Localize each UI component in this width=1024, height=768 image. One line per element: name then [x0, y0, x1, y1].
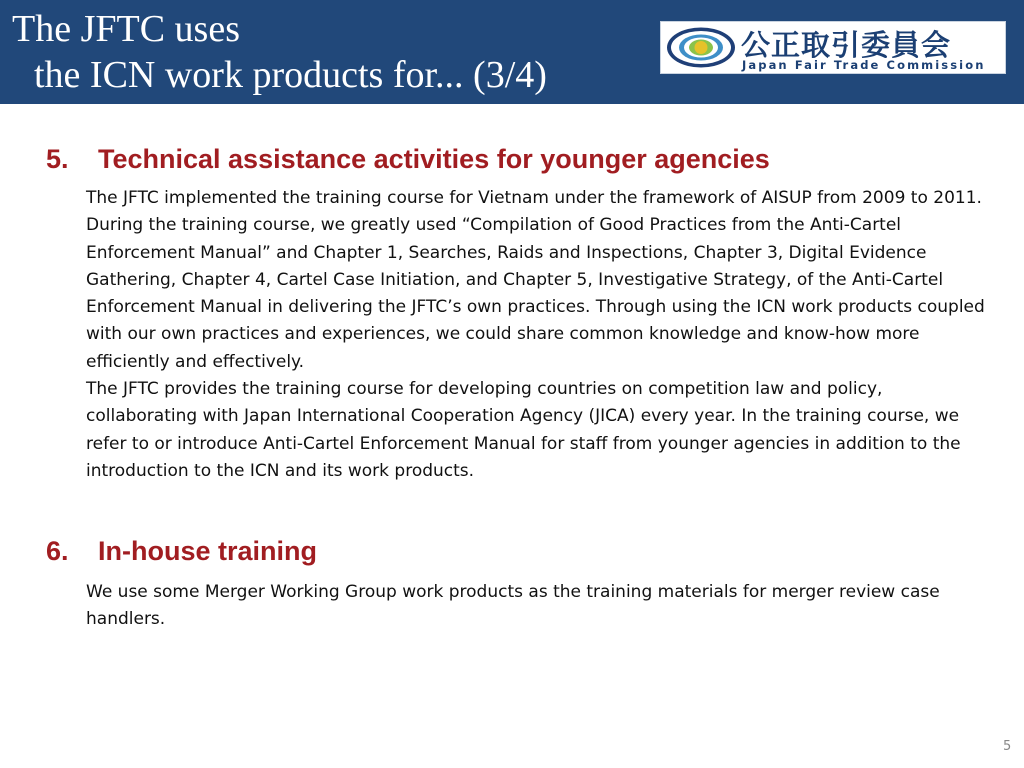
logo-japanese-text: 公正取引委員会	[741, 28, 952, 62]
section-title: Technical assistance activities for younger agencies	[98, 144, 770, 174]
page-number: 5	[1003, 739, 1012, 754]
jftc-emblem-icon	[665, 25, 737, 70]
section-paragraph: The JFTC provides the training course for developing countries on competition law and policy, collaborating with Japan International Cooperation Agency (JICA) every year. In the training course, we refer to or introduce Anti-Cartel Enforcement Manual for staff from younger agencies in addition to the introduction to the ICN and its work products.	[86, 379, 961, 481]
jftc-logo	[660, 21, 1006, 74]
section-number: 5.	[46, 144, 69, 174]
title-line-1: The JFTC uses	[12, 8, 240, 50]
section-number: 6.	[46, 536, 69, 566]
section-title: In-house training	[98, 536, 317, 566]
section-in-house-training	[46, 534, 996, 634]
title-line-2: the ICN work products for... (3/4)	[34, 54, 547, 96]
section-heading	[46, 142, 996, 176]
section-paragraph: The JFTC implemented the training course for Vietnam under the framework of AISUP from 2009 to 2011. During the training course, we greatly used “Compilation of Good Practices from the Anti-Cartel Enforcement Manual” and Chapter 1, Searches, Raids and Inspections, Chapter 3, Digital Evidence Gathering, Chapter 4, Cartel Case Initiation, and Chapter 5, Investigative Strategy, of the Anti-Cartel Enforcement Manual in delivering the JFTC’s own practices. Through using the ICN work products coupled with our own practices and experiences, we could share common knowledge and know-how more efficiently and effectively.	[86, 188, 985, 372]
logo-english-text: Japan Fair Trade Commission	[742, 58, 986, 72]
slide-title	[12, 6, 547, 98]
section-heading	[46, 534, 996, 568]
section-technical-assistance	[46, 142, 996, 485]
section-paragraph: We use some Merger Working Group work products as the training materials for merger review case handlers.	[86, 582, 940, 630]
slide-header	[0, 0, 1024, 104]
